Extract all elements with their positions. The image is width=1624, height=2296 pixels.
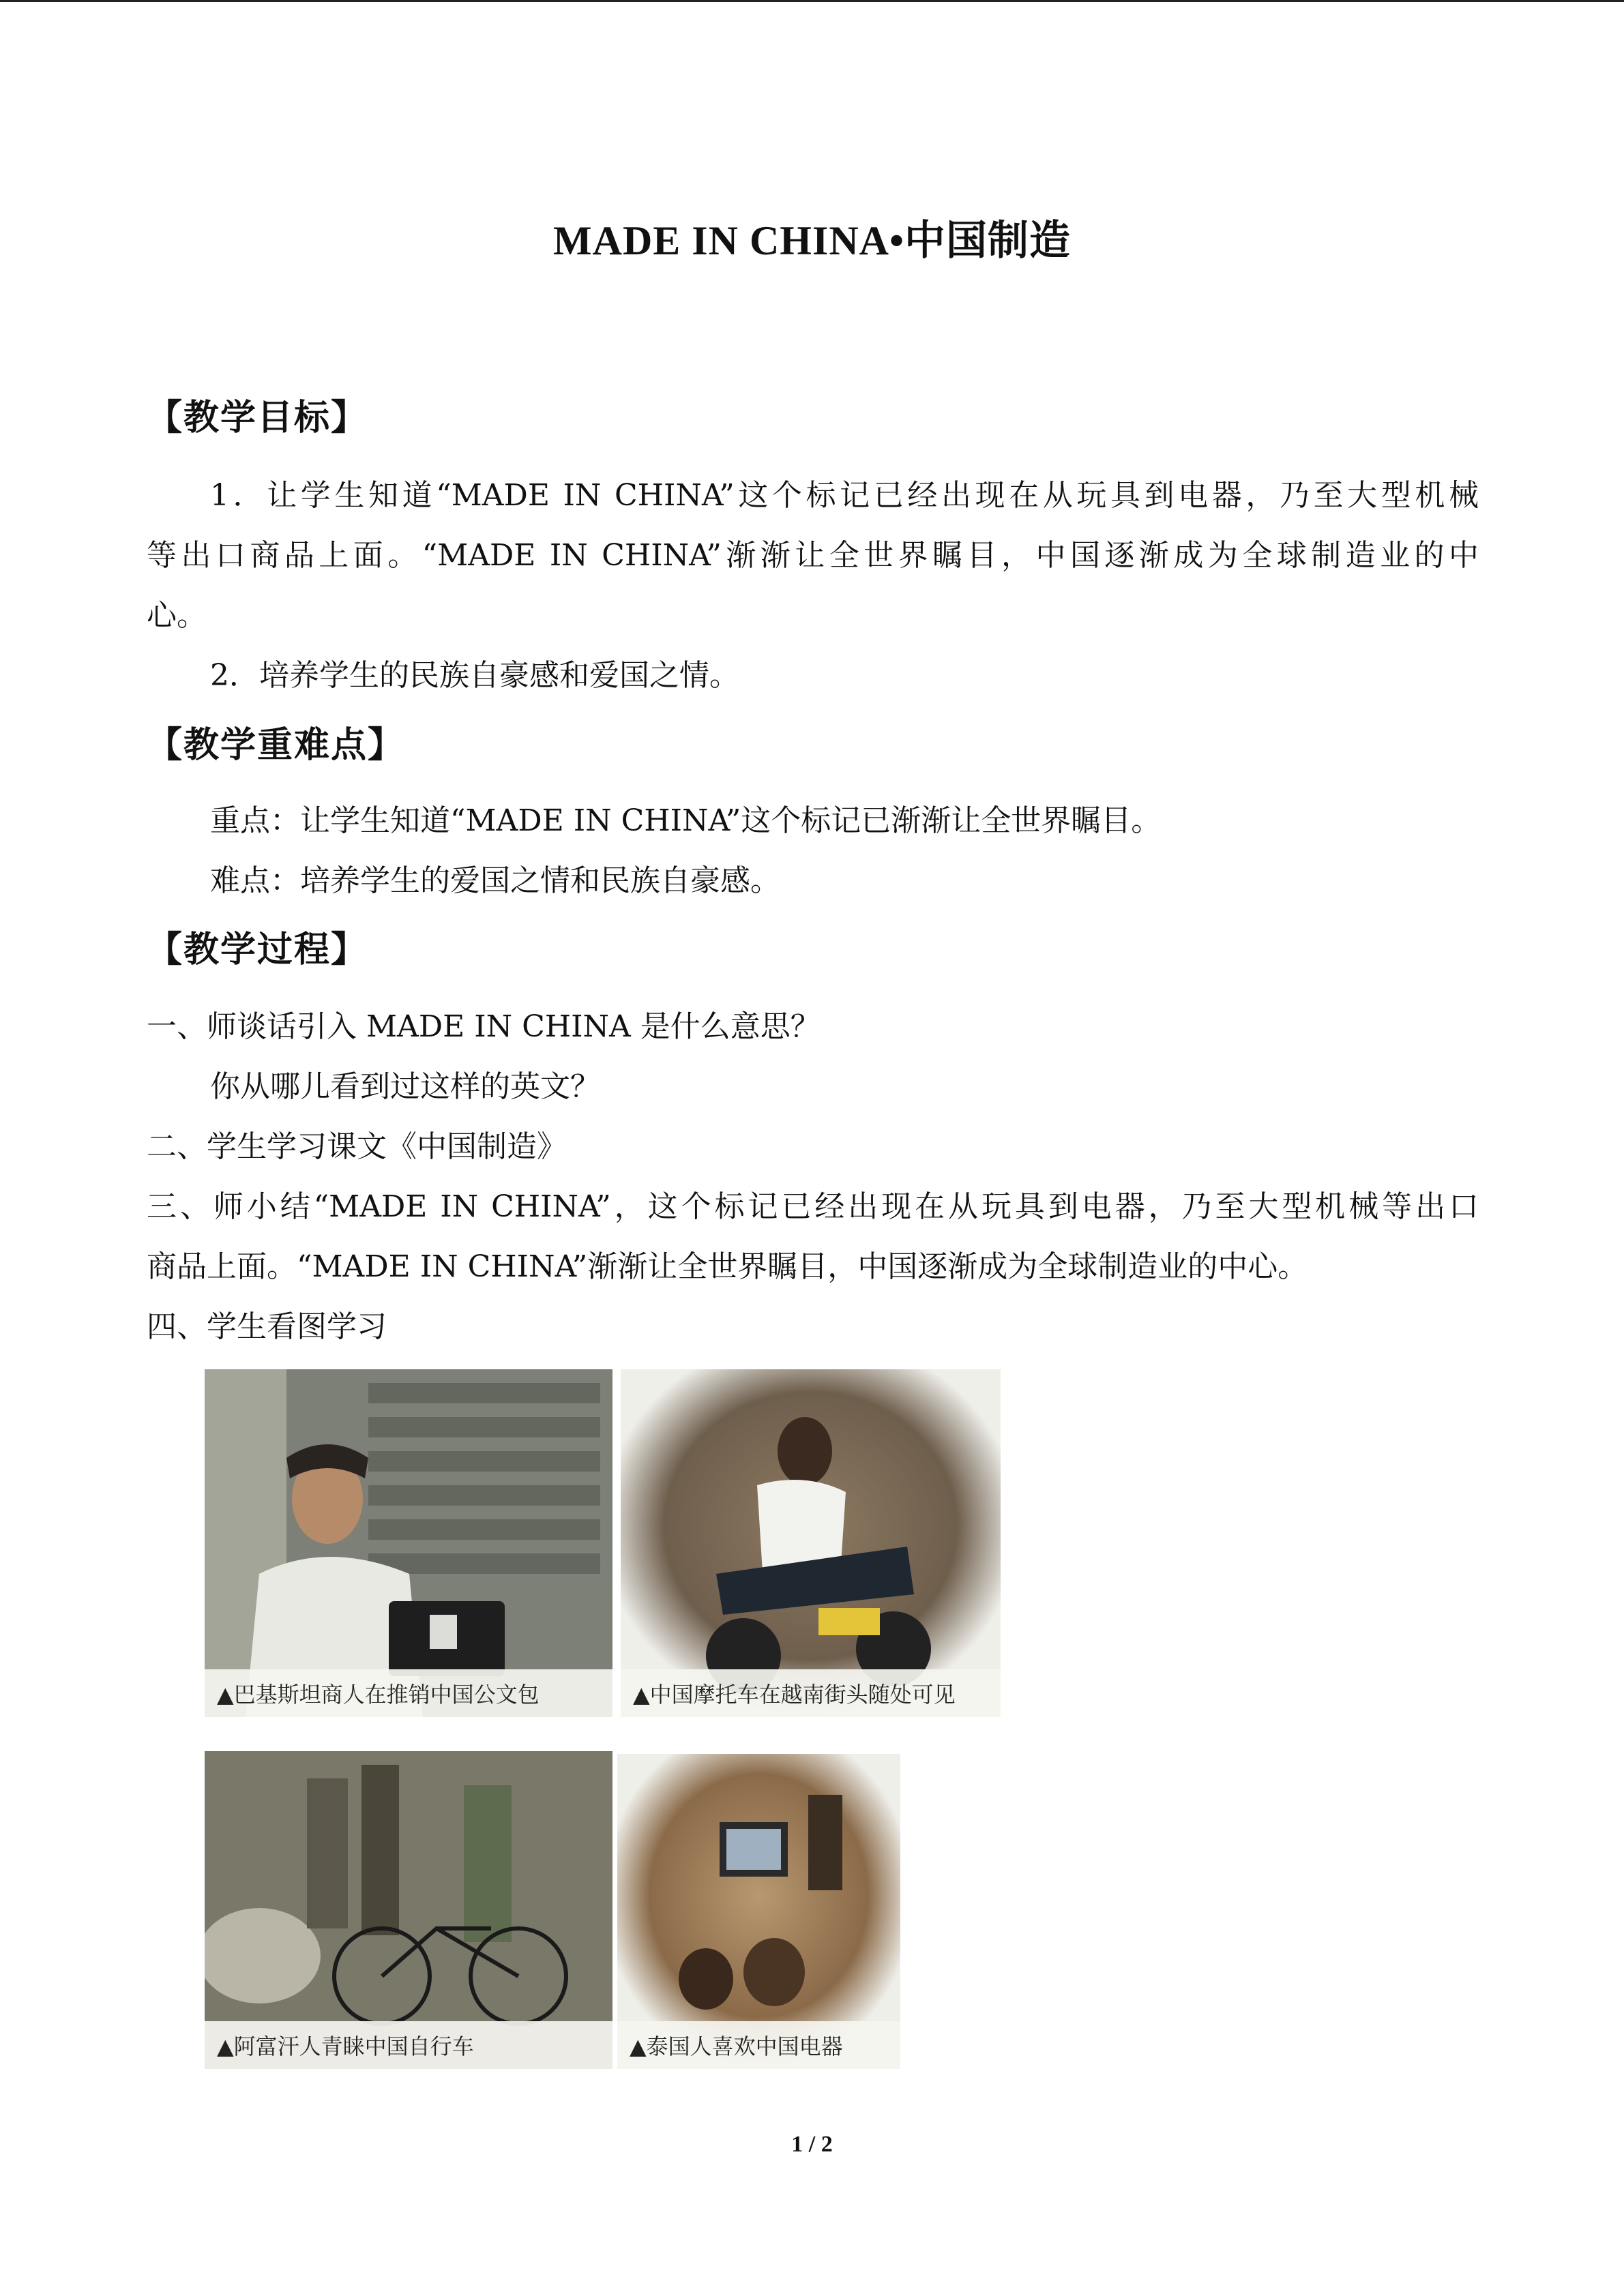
process-step-1: 一、师谈话引入 MADE IN CHINA 是什么意思？ bbox=[147, 1009, 821, 1044]
photo-pakistani-merchant bbox=[205, 1369, 612, 1717]
objectives-heading: 【教学目标】 bbox=[147, 398, 368, 438]
key-points-heading: 【教学重难点】 bbox=[147, 725, 405, 766]
process-step-2: 二、学生学习课文《中国制造》 bbox=[147, 1129, 567, 1164]
objective-1-line-3: 心。 bbox=[147, 598, 207, 633]
objective-2: 2．培养学生的民族自豪感和爱国之情。 bbox=[210, 658, 739, 693]
process-step-3-line-2: 商品上面。“MADE IN CHINA”渐渐让全世界瞩目，中国逐渐成为全球制造业的中心。 bbox=[147, 1249, 1308, 1284]
difficult-point: 难点：培养学生的爱国之情和民族自豪感。 bbox=[210, 863, 780, 898]
key-point: 重点：让学生知道“MADE IN CHINA”这个标记已渐渐让全世界瞩目。 bbox=[210, 803, 1162, 838]
process-step-4: 四、学生看图学习 bbox=[147, 1309, 387, 1344]
process-step-1-sub: 你从哪儿看到过这样的英文？ bbox=[210, 1069, 600, 1104]
photo-thai-electronics bbox=[617, 1754, 900, 2069]
objective-1-line-1: 1．让学生知道“MADE IN CHINA”这个标记已经出现在从玩具到电器，乃至大型机械 bbox=[210, 478, 1479, 513]
page-top-border bbox=[0, 0, 1624, 2]
page-number: 1 / 2 bbox=[791, 2132, 833, 2157]
photo-afghan-bicycles bbox=[205, 1751, 612, 2069]
photo-pakistani-merchant-image bbox=[205, 1369, 612, 1717]
process-heading: 【教学过程】 bbox=[147, 929, 368, 970]
photo-caption: ▲巴基斯坦商人在推销中国公文包 bbox=[205, 1669, 612, 1717]
photo-caption: ▲阿富汗人青睐中国自行车 bbox=[205, 2021, 612, 2069]
page-title: MADE IN CHINA•中国制造 bbox=[552, 218, 1071, 263]
photo-vietnam-motorcycle-image bbox=[621, 1369, 1001, 1717]
process-step-3-line-1: 三、师小结“MADE IN CHINA”，这个标记已经出现在从玩具到电器，乃至大型机械等出口 bbox=[147, 1189, 1479, 1224]
objective-1-line-2: 等出口商品上面。“MADE IN CHINA”渐渐让全世界瞩目，中国逐渐成为全球制造业的中 bbox=[147, 538, 1479, 573]
photo-caption: ▲中国摩托车在越南街头随处可见 bbox=[621, 1669, 1001, 1717]
photo-vietnam-motorcycle bbox=[621, 1369, 1001, 1717]
photo-caption: ▲泰国人喜欢中国电器 bbox=[617, 2021, 900, 2069]
